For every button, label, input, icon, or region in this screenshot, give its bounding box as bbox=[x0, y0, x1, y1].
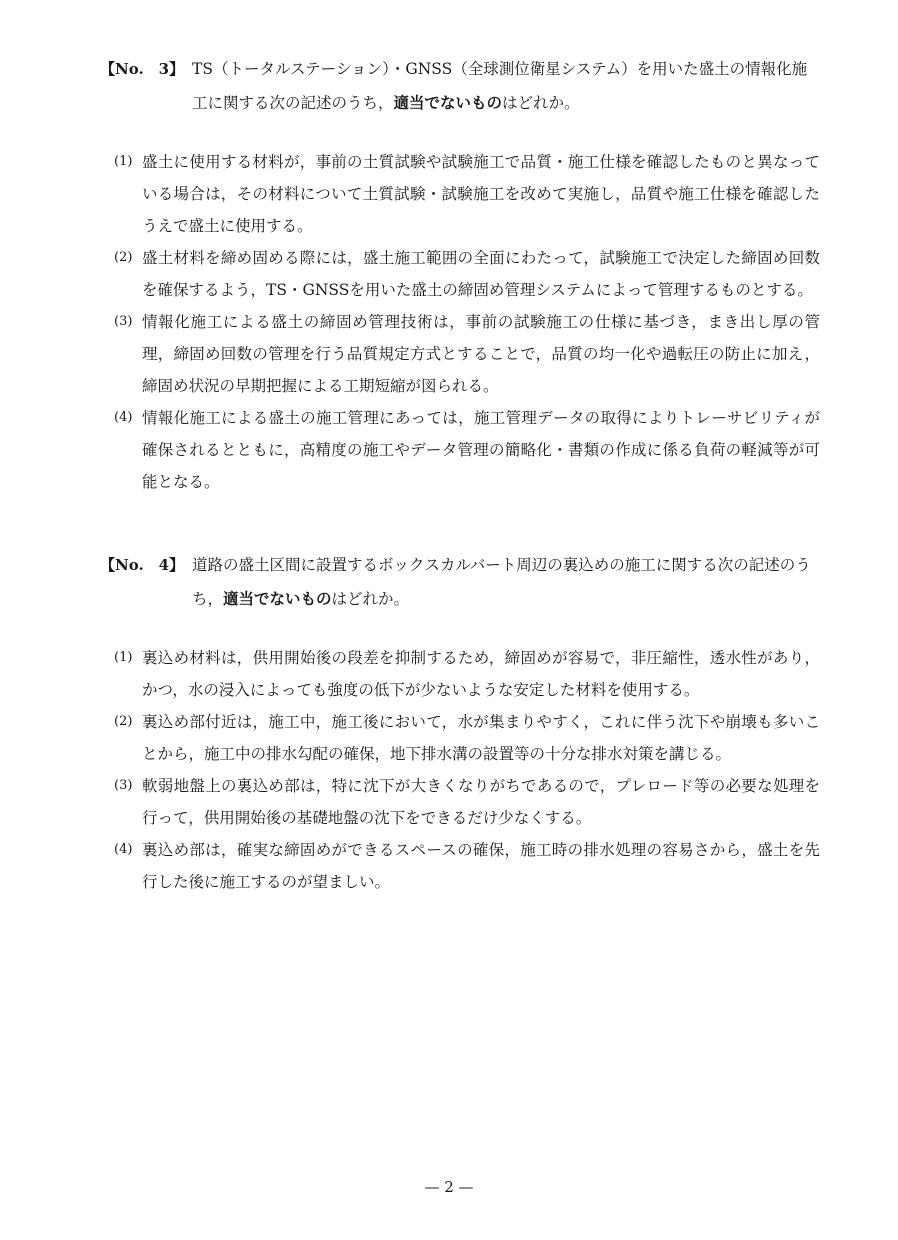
choice-item bbox=[100, 642, 820, 706]
page-number: — 2 — bbox=[424, 1178, 474, 1196]
choice-text: 盛土材料を締め固める際には，盛土施工範囲の全面にわたって，試験施工で決定した締固め回数を確保するよう，TS・GNSSを用いた盛土の締固め管理システムによって管理するものとする。 bbox=[142, 249, 820, 299]
question-header bbox=[100, 548, 820, 616]
choice-text: 情報化施工による盛土の締固め管理技術は，事前の試験施工の仕様に基づき，まき出し厚の管理，締固め回数の管理を行う品質規定方式とすることで，品質の均一化や過転圧の防止に加え，締固め状況の早期把握による工期短縮が図られる。 bbox=[142, 313, 820, 395]
question-4 bbox=[100, 548, 820, 898]
choice-item bbox=[100, 770, 820, 834]
choice-number: (3) bbox=[114, 778, 133, 793]
question-prompt bbox=[192, 52, 820, 120]
prompt-emphasis: 適当でないもの bbox=[223, 590, 332, 608]
choice-list bbox=[100, 146, 820, 498]
question-number: 【No. 4】 bbox=[100, 556, 185, 574]
prompt-emphasis: 適当でないもの bbox=[393, 94, 503, 112]
choice-number: (1) bbox=[114, 154, 133, 169]
choice-number: (4) bbox=[114, 410, 133, 425]
choice-item bbox=[100, 242, 820, 306]
question-3 bbox=[100, 52, 820, 498]
question-prompt bbox=[192, 548, 820, 616]
choice-number: (2) bbox=[114, 714, 133, 729]
prompt-text: 道路の盛土区間に設置するボックスカルバート周辺の裏込めの施工に関する次の記述のうち， bbox=[192, 556, 811, 608]
choice-text: 盛土に使用する材料が，事前の土質試験や試験施工で品質・施工仕様を確認したものと異なっている場合は，その材料について土質試験・試験施工を改めて実施し，品質や施工仕様を確認したうえで盛土に使用する。 bbox=[142, 153, 820, 235]
choice-item bbox=[100, 146, 820, 242]
prompt-tail: はどれか。 bbox=[502, 94, 580, 112]
choice-number: (3) bbox=[114, 314, 133, 329]
choice-text: 裏込め部は，確実な締固めができるスペースの確保，施工時の排水処理の容易さから，盛土を先行した後に施工するのが望ましい。 bbox=[142, 841, 820, 891]
choice-item bbox=[100, 834, 820, 898]
prompt-text: TS（トータルステーション）・GNSS（全球測位衛星システム）を用いた盛土の情報化施工に関する次の記述のうち， bbox=[192, 60, 808, 112]
choice-number: (2) bbox=[114, 250, 133, 265]
question-number: 【No. 3】 bbox=[100, 60, 185, 78]
choice-text: 軟弱地盤上の裏込め部は，特に沈下が大きくなりがちであるので，プレロード等の必要な処理を行って，供用開始後の基礎地盤の沈下をできるだけ少なくする。 bbox=[142, 777, 820, 827]
choice-text: 裏込め部付近は，施工中，施工後において，水が集まりやすく，これに伴う沈下や崩壊も多いことから，施工中の排水勾配の確保，地下排水溝の設置等の十分な排水対策を講じる。 bbox=[142, 713, 820, 763]
choice-item bbox=[100, 706, 820, 770]
choice-text: 裏込め材料は，供用開始後の段差を抑制するため，締固めが容易で，非圧縮性，透水性があり，かつ，水の浸入によっても強度の低下が少ないような安定した材料を使用する。 bbox=[142, 649, 820, 699]
choice-list bbox=[100, 642, 820, 898]
choice-number: (4) bbox=[114, 842, 133, 857]
question-header bbox=[100, 52, 820, 120]
prompt-tail: はどれか。 bbox=[331, 590, 410, 608]
choice-number: (1) bbox=[114, 650, 133, 665]
choice-item bbox=[100, 306, 820, 402]
choice-item bbox=[100, 402, 820, 498]
choice-text: 情報化施工による盛土の施工管理にあっては，施工管理データの取得によりトレーサビリティが確保されるとともに，高精度の施工やデータ管理の簡略化・書類の作成に係る負荷の軽減等が可能となる。 bbox=[142, 409, 820, 491]
